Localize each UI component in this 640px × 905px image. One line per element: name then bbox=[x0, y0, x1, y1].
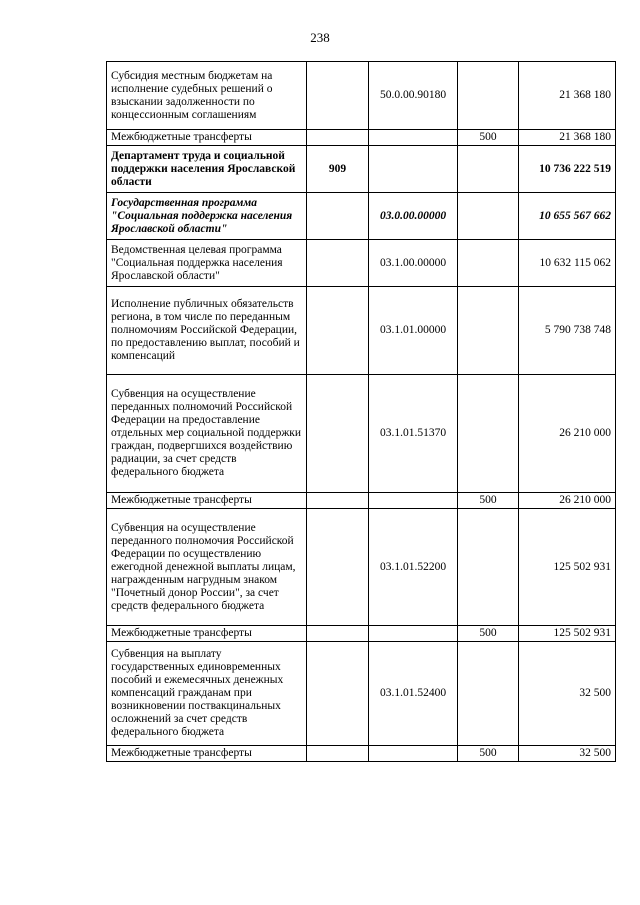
expense-type-cell: 500 bbox=[458, 626, 519, 642]
ministry-code-cell bbox=[307, 62, 369, 130]
target-article-cell: 03.1.01.52200 bbox=[369, 509, 458, 626]
row-name-cell: Субвенция на осуществление переданных полномочий Российской Федерации на предоставление отдельных мер социальной поддержки граждан, подвергшихся воздействию радиации, за счет средств федерального бюджета bbox=[107, 375, 307, 493]
target-article-cell bbox=[369, 626, 458, 642]
ministry-code-cell bbox=[307, 287, 369, 375]
table-row bbox=[107, 62, 616, 130]
target-article-cell bbox=[369, 493, 458, 509]
amount-cell: 125 502 931 bbox=[519, 509, 616, 626]
target-article-cell: 03.1.00.00000 bbox=[369, 240, 458, 287]
amount-cell: 21 368 180 bbox=[519, 130, 616, 146]
table-row bbox=[107, 375, 616, 493]
ministry-code-cell: 909 bbox=[307, 146, 369, 193]
row-name-cell: Межбюджетные трансферты bbox=[107, 746, 307, 762]
expense-type-cell bbox=[458, 509, 519, 626]
target-article-cell: 03.1.01.00000 bbox=[369, 287, 458, 375]
table-row bbox=[107, 287, 616, 375]
amount-cell: 125 502 931 bbox=[519, 626, 616, 642]
expense-type-cell: 500 bbox=[458, 493, 519, 509]
ministry-code-cell bbox=[307, 375, 369, 493]
expense-type-cell bbox=[458, 642, 519, 746]
target-article-cell bbox=[369, 746, 458, 762]
amount-cell: 10 655 567 662 bbox=[519, 193, 616, 240]
amount-cell: 32 500 bbox=[519, 642, 616, 746]
ministry-code-cell bbox=[307, 642, 369, 746]
table-row bbox=[107, 509, 616, 626]
ministry-code-cell bbox=[307, 193, 369, 240]
target-article-cell: 03.1.01.51370 bbox=[369, 375, 458, 493]
ministry-code-cell bbox=[307, 240, 369, 287]
amount-cell: 5 790 738 748 bbox=[519, 287, 616, 375]
target-article-cell: 03.0.00.00000 bbox=[369, 193, 458, 240]
amount-cell: 26 210 000 bbox=[519, 375, 616, 493]
row-name-cell: Субсидия местным бюджетам на исполнение судебных решений о взыскании задолженности по концессионным соглашениям bbox=[107, 62, 307, 130]
ministry-code-cell bbox=[307, 746, 369, 762]
expense-type-cell bbox=[458, 62, 519, 130]
target-article-cell: 03.1.01.52400 bbox=[369, 642, 458, 746]
expense-type-cell bbox=[458, 146, 519, 193]
amount-cell: 26 210 000 bbox=[519, 493, 616, 509]
target-article-cell bbox=[369, 130, 458, 146]
ministry-code-cell bbox=[307, 509, 369, 626]
expense-type-cell bbox=[458, 375, 519, 493]
amount-cell: 32 500 bbox=[519, 746, 616, 762]
table-row bbox=[107, 146, 616, 193]
table-row bbox=[107, 193, 616, 240]
ministry-code-cell bbox=[307, 626, 369, 642]
table-row bbox=[107, 240, 616, 287]
row-name-cell: Межбюджетные трансферты bbox=[107, 493, 307, 509]
row-name-cell: Государственная программа "Социальная поддержка населения Ярославской области" bbox=[107, 193, 307, 240]
row-name-cell: Межбюджетные трансферты bbox=[107, 626, 307, 642]
expense-type-cell bbox=[458, 287, 519, 375]
expense-type-cell: 500 bbox=[458, 746, 519, 762]
row-name-cell: Субвенция на выплату государственных единовременных пособий и ежемесячных денежных компенсаций гражданам при возникновении поствакцинальных осложнений за счет средств федерального бюджета bbox=[107, 642, 307, 746]
expense-type-cell bbox=[458, 193, 519, 240]
ministry-code-cell bbox=[307, 493, 369, 509]
amount-cell: 10 632 115 062 bbox=[519, 240, 616, 287]
table-row bbox=[107, 626, 616, 642]
expense-type-cell: 500 bbox=[458, 130, 519, 146]
expense-type-cell bbox=[458, 240, 519, 287]
row-name-cell: Исполнение публичных обязательств региона, в том числе по переданным полномочиям Российской Федерации, по предоставлению выплат, пособий и компенсаций bbox=[107, 287, 307, 375]
table-row bbox=[107, 493, 616, 509]
amount-cell: 21 368 180 bbox=[519, 62, 616, 130]
row-name-cell: Межбюджетные трансферты bbox=[107, 130, 307, 146]
table-row bbox=[107, 130, 616, 146]
table-row bbox=[107, 746, 616, 762]
row-name-cell: Ведомственная целевая программа "Социальная поддержка населения Ярославской области" bbox=[107, 240, 307, 287]
budget-table bbox=[106, 61, 616, 762]
row-name-cell: Департамент труда и социальной поддержки населения Ярославской области bbox=[107, 146, 307, 193]
row-name-cell: Субвенция на осуществление переданного полномочия Российской Федерации по осуществлению ежегодной денежной выплаты лицам, награжденным нагрудным знаком "Почетный донор России", за счет средств федерального бюджета bbox=[107, 509, 307, 626]
target-article-cell bbox=[369, 146, 458, 193]
ministry-code-cell bbox=[307, 130, 369, 146]
table-row bbox=[107, 642, 616, 746]
amount-cell: 10 736 222 519 bbox=[519, 146, 616, 193]
target-article-cell: 50.0.00.90180 bbox=[369, 62, 458, 130]
page-number: 238 bbox=[310, 30, 330, 45]
